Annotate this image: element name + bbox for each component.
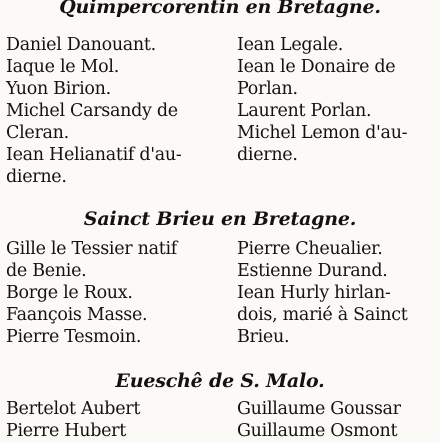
name-entry: Pierre Tesmoin. xyxy=(6,327,142,347)
names-right-column-saint-brieuc xyxy=(237,238,437,348)
names-left-column-quimper xyxy=(6,34,228,188)
names-left-column-saint-malo xyxy=(6,398,228,442)
name-entry: dierne. xyxy=(6,167,67,187)
name-entry: Estienne Durand. xyxy=(237,261,388,281)
name-entry: Pierre Hubert xyxy=(6,421,126,441)
name-entry: Bertelot Aubert xyxy=(6,399,141,419)
section-heading-quimper: Quimpercorentin en Bretagne. xyxy=(59,0,381,18)
name-entry: Borge le Roux. xyxy=(6,283,133,303)
section-heading-saint-malo: Eueschê de S. Malo. xyxy=(115,370,325,392)
name-entry: Iaque le Mol. xyxy=(6,57,119,77)
names-left-column-saint-brieuc xyxy=(6,238,228,348)
name-entry: Laurent Porlan. xyxy=(237,101,372,121)
name-entry: Pierre Cheualier. xyxy=(237,239,383,259)
name-entry: dois, marié à Sainct xyxy=(237,305,408,325)
name-entry: Daniel Danouant. xyxy=(6,35,156,55)
section-heading-saint-brieuc: Sainct Brieu en Bretagne. xyxy=(83,208,357,230)
name-entry: Guillaume Goussar xyxy=(237,399,401,419)
name-entry: Faançois Masse. xyxy=(6,305,148,325)
names-right-column-quimper xyxy=(237,34,437,166)
name-entry: de Benie. xyxy=(6,261,87,281)
names-right-column-saint-malo xyxy=(237,398,437,442)
name-entry: Iean le Donaire de xyxy=(237,57,396,77)
name-entry: Yuon Birion. xyxy=(6,79,111,99)
name-entry: Iean Helianatif d'au- xyxy=(6,145,182,165)
name-entry: Cleran. xyxy=(6,123,69,143)
name-entry: Iean Legale. xyxy=(237,35,344,55)
name-entry: Porlan. xyxy=(237,79,298,99)
name-entry: Michel Lemon d'au- xyxy=(237,123,408,143)
name-entry: Brieu. xyxy=(237,327,290,347)
name-entry: Iean Hurly hirlan- xyxy=(237,283,391,303)
name-entry: Michel Carsandy de xyxy=(6,101,178,121)
name-entry: Guillaume Osmont xyxy=(237,421,398,441)
name-entry: Gille le Tessier natif xyxy=(6,239,177,259)
name-entry: dierne. xyxy=(237,145,298,165)
